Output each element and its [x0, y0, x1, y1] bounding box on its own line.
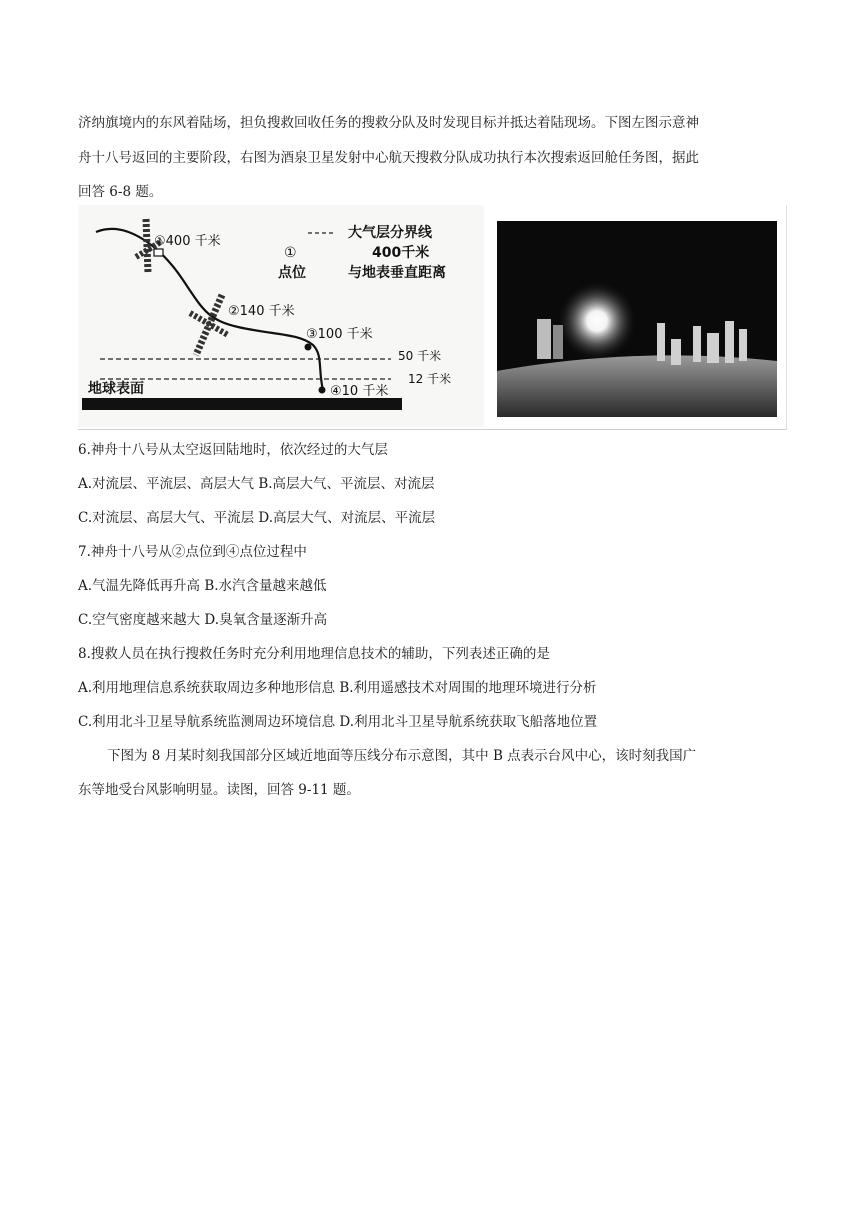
- point3-dot: [305, 344, 312, 351]
- legend-point-label: 点位: [278, 265, 306, 281]
- point3-label: ③100 千米: [306, 327, 373, 342]
- intro-line-3: 回答 6-8 题。: [78, 184, 163, 200]
- intro-line-2: 舟十八号返回的主要阶段，右图为酒泉卫星发射中心航天搜救分队成功执行本次搜索返回舱任务图，据此: [78, 150, 699, 166]
- next-intro-line-2: 东等地受台风影响明显。读图，回答 9-11 题。: [78, 782, 360, 798]
- ground-area: [497, 355, 777, 417]
- layer-12-label: 12 千米: [408, 372, 452, 386]
- ground-label: 地球表面: [88, 381, 144, 397]
- vehicle-shape: [537, 319, 551, 359]
- q6-options-line-2: C.对流层、高层大气、平流层 D.高层大气、对流层、平流层: [78, 510, 436, 526]
- q8-options-line-1: A.利用地理信息系统获取周边多种地形信息 B.利用遥感技术对周围的地理环境进行分析: [78, 680, 597, 696]
- point4-label: ④10 千米: [330, 384, 389, 399]
- q7-options-line-1: A.气温先降低再升高 B.水汽含量越来越低: [78, 578, 327, 594]
- light-glow: [557, 281, 637, 361]
- point1-label: ①400 千米: [154, 234, 221, 249]
- legend-distance-label: 与地表垂直距离: [348, 265, 446, 281]
- legend-point-symbol: ①: [284, 245, 297, 261]
- night-landing-photo-svg: [497, 221, 777, 417]
- ground-bar: [82, 398, 402, 410]
- q7-stem: 7.神舟十八号从②点位到④点位过程中: [78, 544, 307, 560]
- reentry-diagram: [78, 205, 484, 427]
- reentry-diagram-svg: [78, 205, 484, 427]
- legend-distance-value: 400千米: [372, 245, 430, 261]
- q8-stem: 8.搜救人员在执行搜救任务时充分利用地理信息技术的辅助，下列表述正确的是: [78, 646, 550, 662]
- layer-50-label: 50 千米: [398, 349, 442, 363]
- point4-dot: [319, 387, 326, 394]
- figure: [78, 205, 787, 430]
- q6-options-line-1: A.对流层、平流层、高层大气 B.高层大气、平流层、对流层: [78, 476, 435, 492]
- point2-label: ②140 千米: [228, 304, 295, 319]
- q8-options-line-2: C.利用北斗卫星导航系统监测周边环境信息 D.利用北斗卫星导航系统获取飞船落地位置: [78, 714, 598, 730]
- night-landing-photo: [497, 221, 777, 417]
- legend-line-label: 大气层分界线: [348, 225, 432, 241]
- q6-stem: 6.神舟十八号从太空返回陆地时，依次经过的大气层: [78, 442, 388, 458]
- spacecraft-marker-2: [190, 295, 228, 355]
- intro-line-1: 济纳旗境内的东风着陆场，担负搜救回收任务的搜救分队及时发现目标并抵达着陆现场。下图左图示意神: [78, 115, 699, 131]
- next-intro-line-1: 下图为 8 月某时刻我国部分区域近地面等压线分布示意图，其中 B 点表示台风中心，该时刻我国广: [107, 748, 697, 764]
- q7-options-line-2: C.空气密度越来越大 D.臭氧含量逐渐升高: [78, 612, 328, 628]
